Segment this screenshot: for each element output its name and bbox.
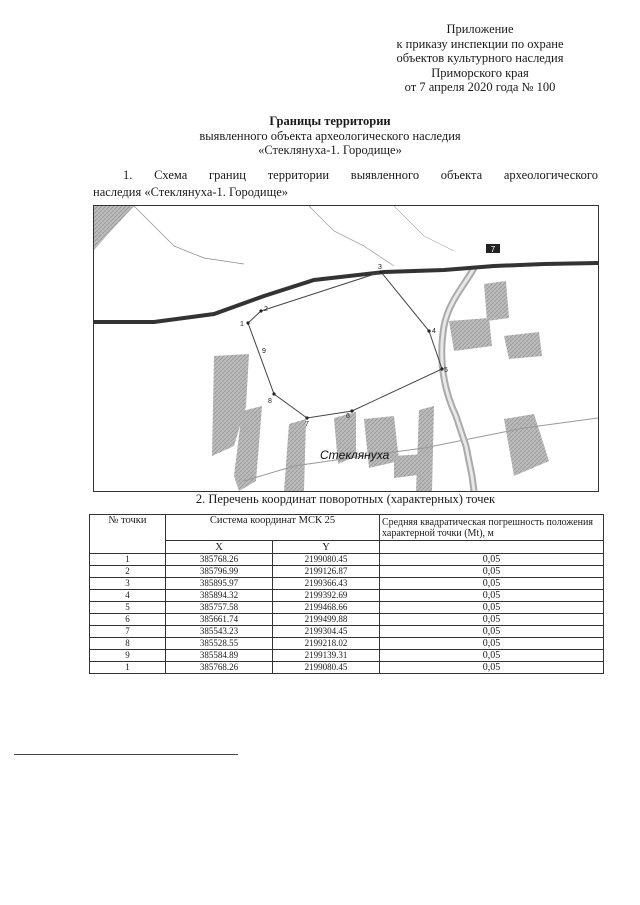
table-row [90, 602, 604, 614]
cell-point-number: 4 [90, 590, 166, 602]
cell-y: 2199218.02 [273, 638, 380, 650]
col-header-x: X [166, 541, 273, 554]
cell-y: 2199366.43 [273, 578, 380, 590]
appendix-line: к приказу инспекции по охране [396, 36, 564, 51]
table-row [90, 590, 604, 602]
cell-point-number: 9 [90, 650, 166, 662]
section-1-line-2: наследия «Стеклянуха-1. Городище» [93, 185, 289, 199]
col-header-coordinate-system: Система координат МСК 25 [166, 515, 380, 541]
appendix-header [330, 22, 630, 95]
appendix-line: Приморского края [431, 65, 529, 80]
svg-text:2: 2 [264, 306, 268, 313]
cell-error: 0,05 [380, 590, 604, 602]
table-row [90, 662, 604, 674]
svg-text:8: 8 [268, 398, 272, 405]
boundary-points [240, 264, 448, 428]
title-line-2: выявленного объекта археологического наследия [199, 128, 461, 143]
cell-x: 385584.89 [166, 650, 273, 662]
cell-point-number: 7 [90, 626, 166, 638]
cell-point-number: 5 [90, 602, 166, 614]
cell-error: 0,05 [380, 614, 604, 626]
cell-x: 385661.74 [166, 614, 273, 626]
map-drawing [94, 206, 598, 491]
coordinates-table [89, 514, 604, 674]
svg-text:1: 1 [240, 321, 244, 328]
svg-text:7: 7 [305, 421, 309, 428]
section-2-heading: 2. Перечень координат поворотных (характерных) точек [195, 492, 496, 506]
cell-x: 385528.55 [166, 638, 273, 650]
cell-x: 385796.99 [166, 566, 273, 578]
cell-error: 0,05 [380, 566, 604, 578]
cell-error: 0,05 [380, 554, 604, 566]
table-row [90, 578, 604, 590]
appendix-line: Приложение [446, 22, 514, 36]
table-row [90, 650, 604, 662]
svg-text:9: 9 [262, 348, 266, 355]
appendix-line: объектов культурного наследия [396, 51, 564, 65]
appendix-line: от 7 апреля 2020 года № 100 [404, 80, 556, 94]
section-1-line-1: 1. Схема границ территории выявленного объекта археологического [123, 168, 598, 182]
title-line-1: Границы территории [269, 114, 391, 128]
cell-error: 0,05 [380, 578, 604, 590]
boundary-scheme-map [93, 205, 599, 492]
cell-x: 385894.32 [166, 590, 273, 602]
cell-point-number: 2 [90, 566, 166, 578]
field-area [94, 206, 134, 250]
place-label: Стеклянуха [320, 448, 390, 462]
cell-error: 0,05 [380, 650, 604, 662]
cell-y: 2199080.45 [273, 662, 380, 674]
main-road [94, 263, 598, 322]
table-row [90, 614, 604, 626]
table-row [90, 626, 604, 638]
svg-text:4: 4 [432, 328, 436, 335]
building-block [504, 414, 549, 476]
cell-y: 2199080.45 [273, 554, 380, 566]
building-block [504, 332, 542, 359]
cell-x: 385768.26 [166, 554, 273, 566]
building-block [284, 419, 306, 491]
svg-text:3: 3 [378, 264, 382, 271]
col-header-point-number: № точки [90, 515, 166, 554]
cell-point-number: 3 [90, 578, 166, 590]
cell-error: 0,05 [380, 638, 604, 650]
road-marker-label: 7 [490, 245, 496, 254]
cell-y: 2199126.87 [273, 566, 380, 578]
svg-text:6: 6 [346, 413, 350, 420]
col-header-error: Средняя квадратическая погрешность положения характерной точки (Mt), м [380, 515, 604, 541]
cell-x: 385768.26 [166, 662, 273, 674]
section-1-heading [93, 167, 598, 201]
cell-error: 0,05 [380, 626, 604, 638]
title-line-3: «Стеклянуха-1. Городище» [258, 143, 402, 157]
cell-point-number: 1 [90, 662, 166, 674]
building-block [449, 318, 492, 351]
cell-y: 2199304.45 [273, 626, 380, 638]
col-header-y: Y [273, 541, 380, 554]
table-row [90, 638, 604, 650]
cell-x: 385895.97 [166, 578, 273, 590]
cell-x: 385543.23 [166, 626, 273, 638]
cell-error: 0,05 [380, 662, 604, 674]
cell-point-number: 8 [90, 638, 166, 650]
building-block [484, 281, 509, 321]
footnote-separator [14, 754, 238, 755]
cell-y: 2199392.69 [273, 590, 380, 602]
track-line [394, 206, 454, 251]
cell-point-number: 6 [90, 614, 166, 626]
svg-text:5: 5 [444, 367, 448, 374]
track-line [309, 206, 394, 266]
document-title [100, 114, 560, 158]
cell-y: 2199139.31 [273, 650, 380, 662]
table-row [90, 554, 604, 566]
col-header-error-empty [380, 541, 604, 554]
cell-y: 2199468.66 [273, 602, 380, 614]
table-row [90, 566, 604, 578]
cell-point-number: 1 [90, 554, 166, 566]
cell-y: 2199499.88 [273, 614, 380, 626]
track-line [134, 206, 244, 264]
cell-x: 385757.58 [166, 602, 273, 614]
cell-error: 0,05 [380, 602, 604, 614]
building-block [394, 454, 426, 478]
